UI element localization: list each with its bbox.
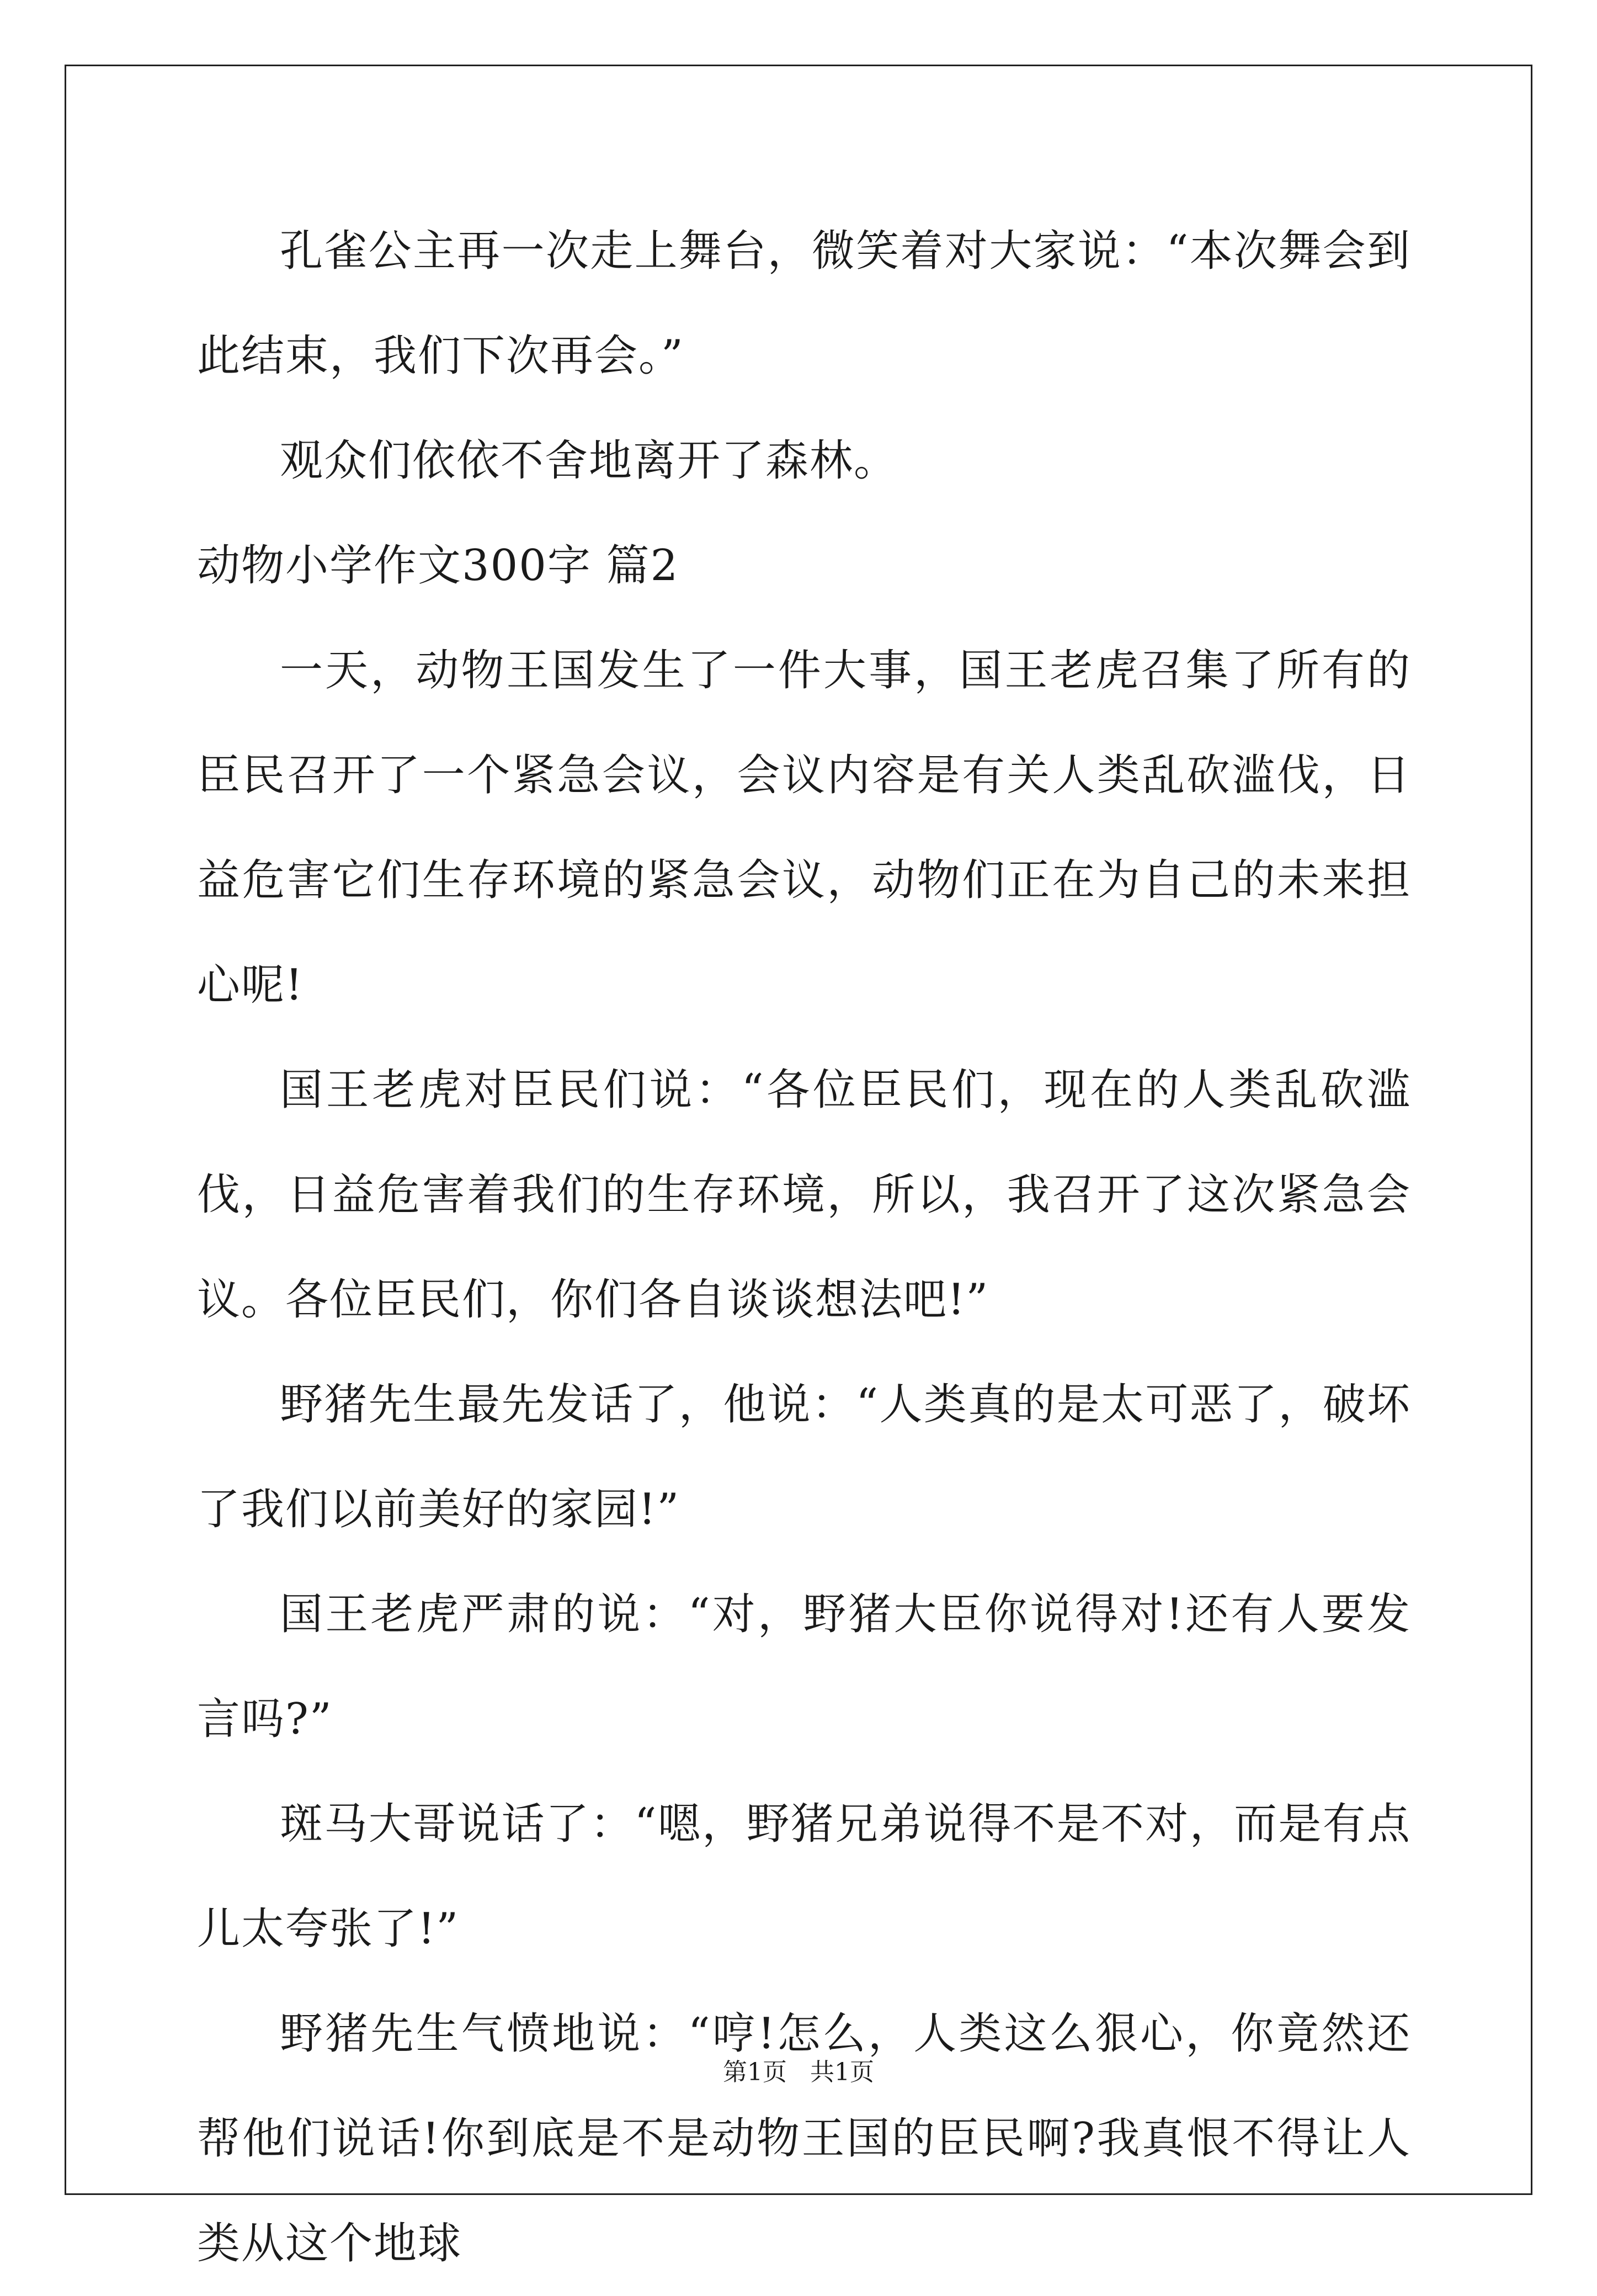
page-total: 共1页 bbox=[810, 2058, 874, 2086]
section-heading: 动物小学作文300字 篇2 bbox=[197, 541, 679, 591]
paragraph: 国王老虎严肃的说：“对，野猪大臣你说得对!还有人要发言吗?” bbox=[197, 1590, 1411, 1744]
document-body bbox=[197, 199, 1411, 2296]
page-number: 第1页 bbox=[723, 2058, 787, 2086]
footer-spacer bbox=[787, 2058, 810, 2086]
paragraph: 孔雀公主再一次走上舞台，微笑着对大家说：“本次舞会到此结束，我们下次再会。” bbox=[197, 226, 1411, 381]
paragraph: 国王老虎对臣民们说：“各位臣民们，现在的人类乱砍滥伐，日益危害着我们的生存环境，所以，我召开了这次紧急会议。各位臣民们，你们各自谈谈想法吧!” bbox=[197, 1065, 1411, 1325]
page-footer bbox=[0, 2056, 1597, 2089]
paragraph: 斑马大哥说话了：“嗯，野猪兄弟说得不是不对，而是有点儿太夸张了!” bbox=[197, 1799, 1411, 1954]
paragraph: 观众们依依不舍地离开了森林。 bbox=[280, 436, 898, 486]
paragraph: 野猪先生气愤地说：“哼!怎么，人类这么狠心，你竟然还帮他们说话!你到底是不是动物王国的臣民啊?我真恨不得让人类从这个地球 bbox=[197, 2009, 1411, 2268]
paragraph: 野猪先生最先发话了，他说：“人类真的是太可恶了，破坏了我们以前美好的家园!” bbox=[197, 1380, 1411, 1534]
paragraph: 一天，动物王国发生了一件大事，国王老虎召集了所有的臣民召开了一个紧急会议，会议内容是有关人类乱砍滥伐，日益危害它们生存环境的紧急会议，动物们正在为自己的未来担心呢! bbox=[197, 646, 1411, 1010]
